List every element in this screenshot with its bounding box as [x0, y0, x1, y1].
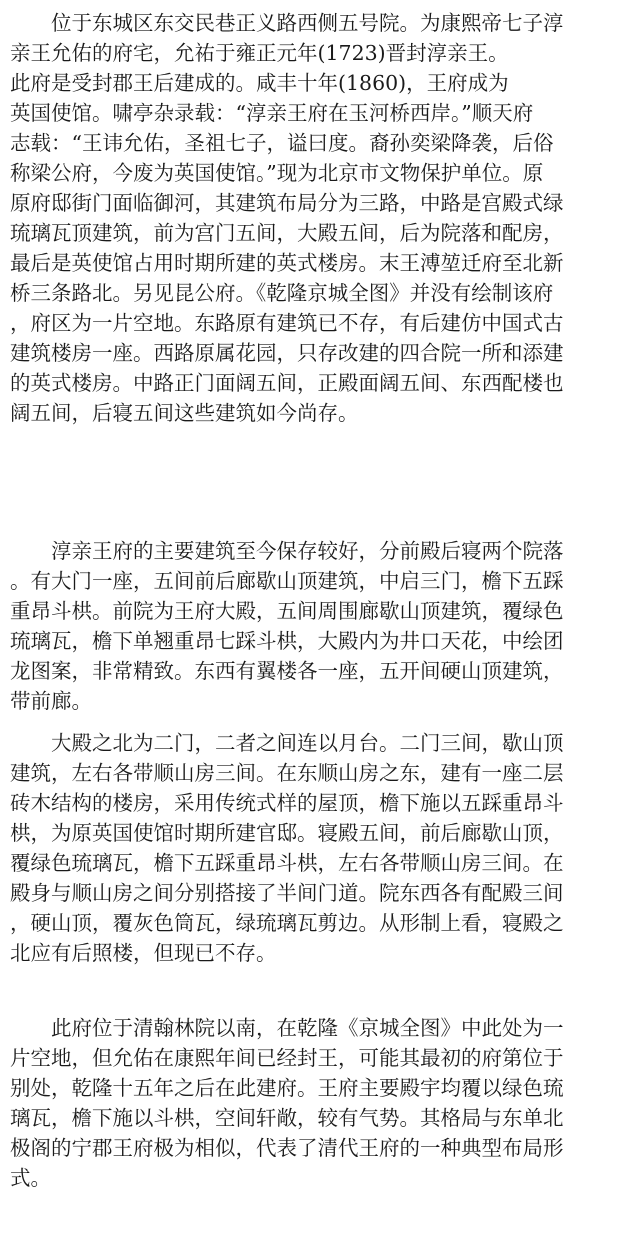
text-line: 琉璃瓦，檐下单翘重昂七踩斗栱，大殿内为井口天花，中绘团: [10, 629, 564, 653]
text-line: 建筑楼房一座。西路原属花园，只存改建的四合院一所和添建: [10, 341, 564, 365]
text-line: 龙图案，非常精致。东西有翼楼各一座，五开间硬山顶建筑，: [10, 659, 564, 683]
text-line: 志载：“王讳允佑，圣祖七子，谥曰度。裔孙奕梁降袭，后俗: [10, 131, 554, 155]
text-line: 最后是英使馆占用时期所建的英式楼房。末王溥堃迁府至北新: [10, 251, 564, 275]
text-line: 殿身与顺山房之间分别搭接了半间门道。院东西各有配殿三间: [10, 881, 564, 905]
text-line: 栱，为原英国使馆时期所建官邸。寝殿五间，前后廊歇山顶，: [10, 821, 564, 845]
text-line: 此府是受封郡王后建成的。咸丰十年(1860)，王府成为: [10, 71, 509, 95]
text-line: 建筑，左右各带顺山房三间。在东顺山房之东，建有一座二层: [10, 761, 564, 785]
text-line: 片空地，但允佑在康熙年间已经封王，可能其最初的府第位于: [10, 1046, 564, 1070]
text-line: 的英式楼房。中路正门面阔五间，正殿面阔五间、东西配楼也: [10, 371, 564, 395]
text-line: 。有大门一座，五间前后廊歇山顶建筑，中启三门，檐下五踩: [10, 569, 564, 593]
text-line: 亲王允佑的府宅，允祐于雍正元年(1723)晋封淳亲王。: [10, 41, 509, 65]
text-line: ，府区为一片空地。东路原有建筑已不存，有后建仿中国式古: [10, 311, 564, 335]
text-line: 重昂斗栱。前院为王府大殿，五间周围廊歇山顶建筑，覆绿色: [10, 599, 564, 623]
text-line: 英国使馆。啸亭杂录载：“淳亲王府在玉河桥西岸。”顺天府: [10, 101, 534, 125]
text-line: 别处，乾隆十五年之后在此建府。王府主要殿宇均覆以绿色琉: [10, 1076, 564, 1100]
text-line: 北应有后照楼，但现已不存。: [10, 941, 277, 965]
text-line: 式。: [10, 1166, 51, 1190]
text-line: 位于东城区东交民巷正义路西侧五号院。为康熙帝七子淳: [10, 11, 564, 35]
text-line: 大殿之北为二门，二者之间连以月台。二门三间，歇山顶: [10, 731, 564, 755]
text-line: 带前廊。: [10, 689, 92, 713]
text-line: 璃瓦，檐下施以斗栱，空间轩敞，较有气势。其格局与东单北: [10, 1106, 564, 1130]
text-line: 称梁公府，今废为英国使馆。”现为北京市文物保护单位。原: [10, 161, 544, 185]
text-line: 淳亲王府的主要建筑至今保存较好，分前殿后寝两个院落: [10, 539, 564, 563]
text-line: 桥三条路北。另见昆公府。《乾隆京城全图》并没有绘制该府: [10, 281, 554, 305]
text-line: 阔五间，后寝五间这些建筑如今尚存。: [10, 401, 359, 425]
text-line: 砖木结构的楼房，采用传统式样的屋顶，檐下施以五踩重昂斗: [10, 791, 564, 815]
text-line: 原府邸街门面临御河，其建筑布局分为三路，中路是宫殿式绿: [10, 191, 564, 215]
text-line: 覆绿色琉璃瓦，檐下五踩重昂斗栱，左右各带顺山房三间。在: [10, 851, 564, 875]
text-line: 极阁的宁郡王府极为相似，代表了清代王府的一种典型布局形: [10, 1136, 564, 1160]
text-line: ，硬山顶，覆灰色筒瓦，绿琉璃瓦剪边。从形制上看，寝殿之: [10, 911, 564, 935]
text-line: 此府位于清翰林院以南，在乾隆《京城全图》中此处为一: [10, 1016, 564, 1040]
text-line: 琉璃瓦顶建筑，前为宫门五间，大殿五间，后为院落和配房，: [10, 221, 564, 245]
